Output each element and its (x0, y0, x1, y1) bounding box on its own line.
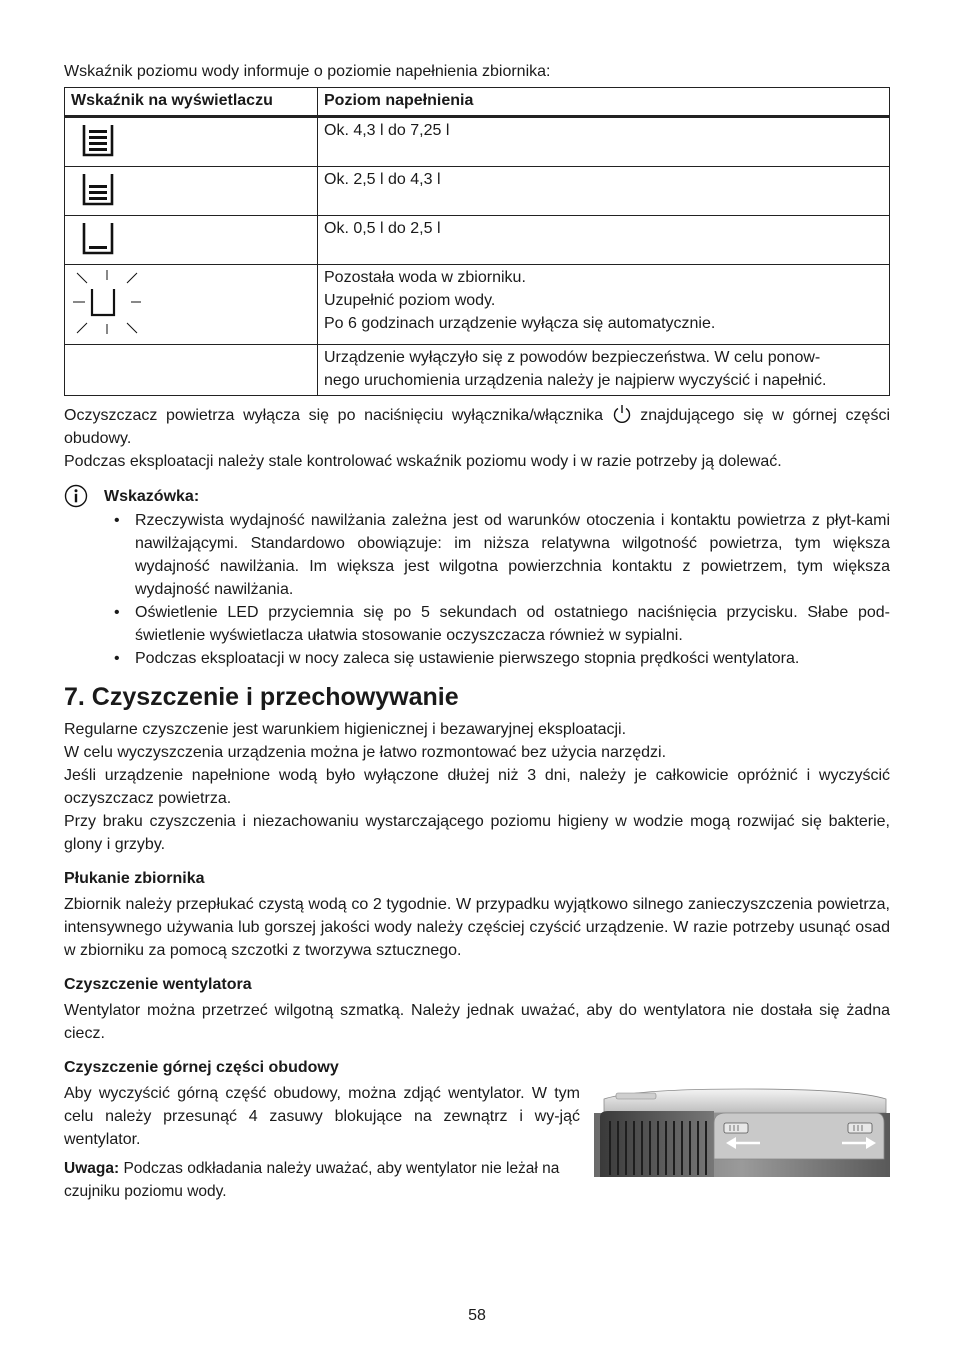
rinse-text: Zbiornik należy przepłukać czystą wodą co 2 tygodnie. W przypadku wyjątkowo silnego zanieczyszczenia powietrza, intensywnego używania lub gorszej jakości wody należy częściej czyścić urządzenie. W razie potrzeby usunąć osad w zbiorniku za pomocą szczotki z tworzywa sztucznego. (64, 896, 890, 959)
table-row (65, 117, 890, 167)
top-housing-text: Aby wyczyścić górną część obudowy, można zdjąć wentylator. W tym celu należy przesunąć 4 zasuwy blokujące na zewnątrz i wy-jąć wentylator. (64, 1085, 580, 1148)
table-cell: Ok. 0,5 l do 2,5 l (318, 216, 890, 265)
fan-heading: Czyszczenie wentylatora (64, 976, 252, 993)
note-title: Wskazówka: (104, 487, 200, 505)
control-paragraph: Podczas eksploatacji należy stale kontrolować wskaźnik poziomu wody i w razie potrzeby ją dolewać. (64, 453, 782, 470)
table-header-display: Wskaźnik na wyświetlaczu (65, 88, 318, 117)
device-fan-photo (594, 1087, 890, 1177)
water-level-low-icon (81, 220, 115, 256)
section-paragraph: Regularne czyszczenie jest warunkiem higienicznej i bezawaryjnej eksploatacji. (64, 721, 627, 738)
water-level-empty-blinking-icon (71, 269, 141, 335)
top-housing-heading: Czyszczenie górnej części obudowy (64, 1059, 339, 1076)
note-box (64, 483, 890, 670)
section-heading: 7. Czyszczenie i przechowywanie (64, 683, 459, 711)
table-row (65, 216, 890, 265)
rinse-heading: Płukanie zbiornika (64, 870, 205, 887)
warning-label: Uwaga: (64, 1160, 120, 1177)
table-cell: Ok. 2,5 l do 4,3 l (318, 167, 890, 216)
table-cell: Pozostała woda w zbiorniku. Uzupełnić poziom wody. Po 6 godzinach urządzenie wyłącza się automatycznie. (318, 265, 890, 345)
warning-paragraph (64, 1157, 580, 1203)
water-level-full-icon (81, 122, 115, 158)
power-off-paragraph: Oczyszczacz powietrza wyłącza się po naciśnięciu wyłącznika/włącznika znajdującego się w górnej części obudowy. (64, 404, 890, 450)
water-level-table (64, 87, 890, 396)
list-item: • Podczas eksploatacji w nocy zaleca się ustawienie pierwszego stopnia prędkości wentylatora. (114, 647, 890, 670)
section-paragraph: Jeśli urządzenie napełnione wodą było wyłączone dłużej niż 3 dni, należy je całkowicie opróżnić i wyczyścić oczyszczacz powietrza. (64, 767, 890, 807)
warning-text: Podczas odkładania należy uważać, aby wentylator nie leżał na czujniku poziomu wody. (64, 1160, 560, 1200)
section-paragraph: Przy braku czyszczenia i niezachowaniu wystarczającego poziomu higieny w wodzie mogą rozwijać się bakterie, glony i grzyby. (64, 813, 890, 853)
note-list (64, 509, 890, 670)
info-icon (64, 484, 88, 508)
list-item: • Oświetlenie LED przyciemnia się po 5 sekundach od ostatniego naciśnięcia przycisku. Słabe pod-świetlenie wyświetlacza ułatwia stosowanie oczyszczacza również w sypialni. (114, 601, 890, 647)
table-header-level: Poziom napełnienia (318, 88, 890, 117)
manual-page (64, 60, 890, 1203)
table-cell: Ok. 4,3 l do 7,25 l (318, 117, 890, 167)
table-row (65, 265, 890, 345)
table-row (65, 167, 890, 216)
list-item: • Rzeczywista wydajność nawilżania zależna jest od warunków otoczenia i kontaktu powietrza z płyt-kami nawilżającymi. Standardowo obowiązuje: im niższa relatywna wilgotność powietrza, tym większa wydajność nawilżania. Im większa jest wilgotna powierzchnia kontaktu z powietrzem, tym większa wydajność nawilżania. (114, 509, 890, 601)
section-paragraph: W celu wyczyszczenia urządzenia można je łatwo rozmontować bez użycia narzędzi. (64, 744, 667, 761)
fan-text: Wentylator można przetrzeć wilgotną szmatką. Należy jednak uważać, aby do wentylatora nie dostała się żadna ciecz. (64, 1002, 890, 1042)
table-cell: Urządzenie wyłączyło się z powodów bezpieczeństwa. W celu ponow- nego uruchomienia urządzenia należy je najpierw wyczyścić i napełnić. (318, 345, 890, 396)
water-level-medium-icon (81, 171, 115, 207)
power-icon (612, 404, 632, 424)
page-number: 58 (468, 1307, 486, 1324)
table-row (65, 345, 890, 396)
water-level-intro: Wskaźnik poziomu wody informuje o poziomie napełnienia zbiornika: (64, 63, 551, 80)
